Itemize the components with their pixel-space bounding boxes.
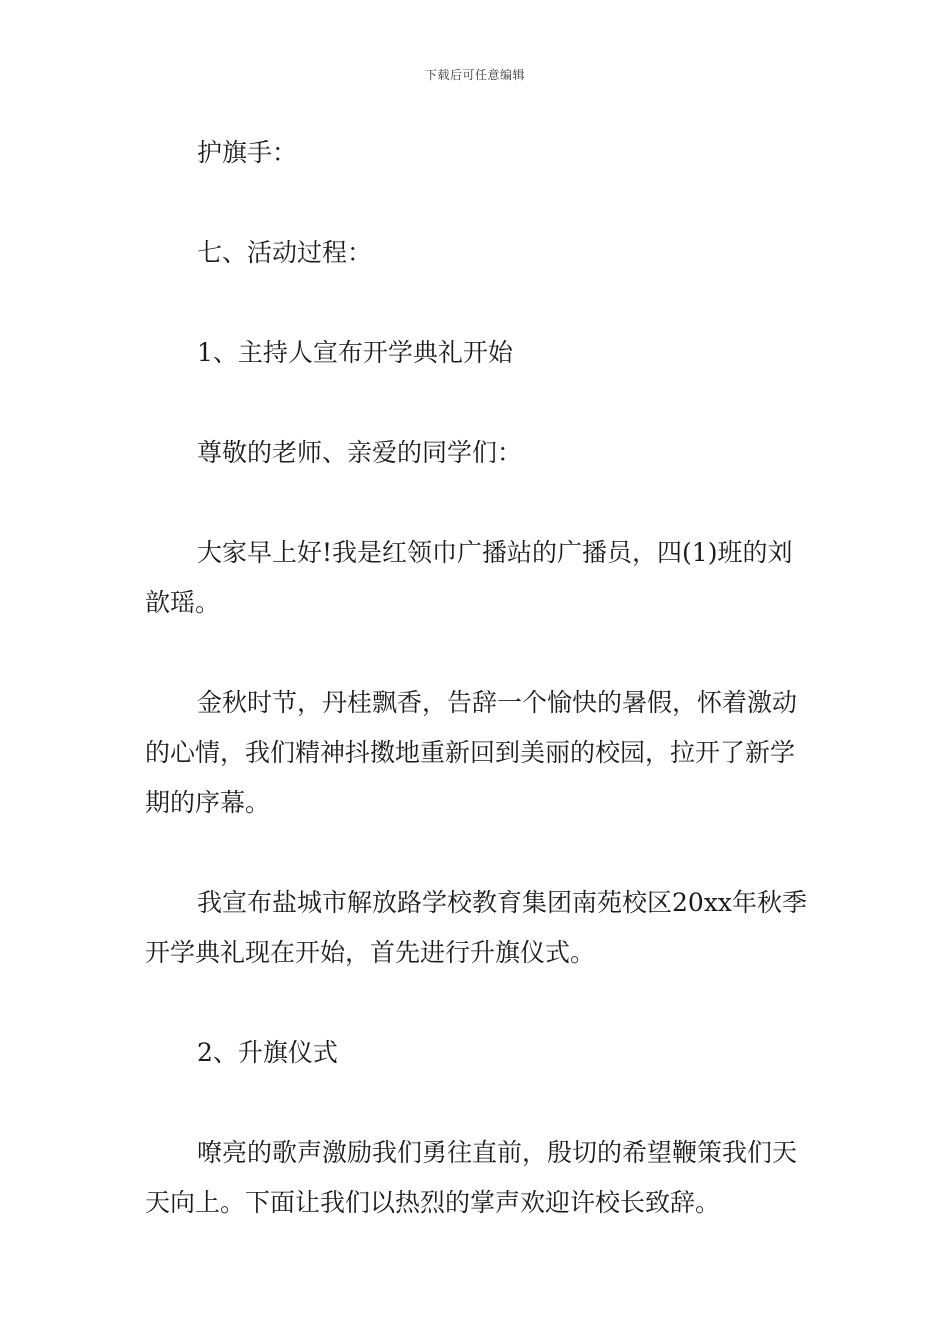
document-body bbox=[145, 128, 813, 1278]
paragraph-introduction: 大家早上好!我是红领巾广播站的广播员，四(1)班的刘歆瑶。 bbox=[145, 538, 793, 617]
paragraph-flag-guard: 护旗手： bbox=[197, 138, 298, 167]
paragraph-principal-speech: 嘹亮的歌声激励我们勇往直前，殷切的希望鞭策我们天天向上。下面让我们以热烈的掌声欢迎许校长致辞。 bbox=[145, 1138, 798, 1217]
paragraph-activity-process: 七、活动过程： bbox=[197, 238, 373, 267]
page-header: 下载后可任意编辑 bbox=[424, 68, 525, 82]
paragraph-host-announces: 1、主持人宣布开学典礼开始 bbox=[197, 338, 513, 367]
paragraph-announcement: 我宣布盐城市解放路学校教育集团南苑校区20xx年秋季开学典礼现在开始，首先进行升旗仪式。 bbox=[145, 888, 808, 967]
paragraph-autumn: 金秋时节，丹桂飘香，告辞一个愉快的暑假，怀着激动的心情，我们精神抖擞地重新回到美丽的校园，拉开了新学期的序幕。 bbox=[145, 688, 798, 817]
paragraph-greeting: 尊敬的老师、亲爱的同学们： bbox=[197, 438, 523, 467]
paragraph-flag-ceremony: 2、升旗仪式 bbox=[197, 1038, 338, 1067]
